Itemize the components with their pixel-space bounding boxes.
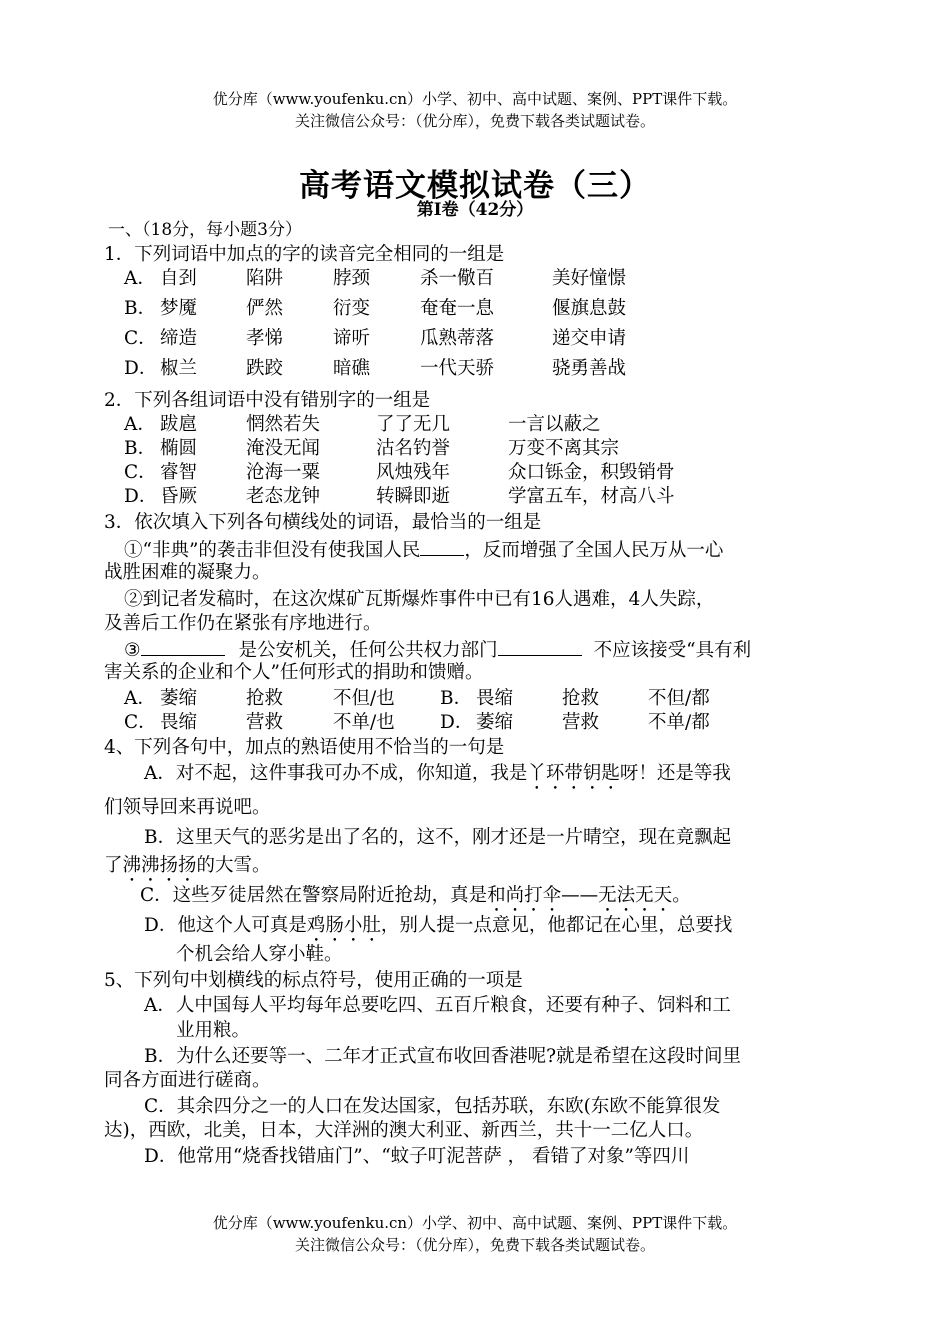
word: 不单/也 [333,712,395,733]
text: ，别人提一点意见，他都记在心里，总要找 [380,915,733,936]
q3-sentence-1-cont: 战胜困难的凝聚力。 [104,562,271,583]
option-label: C． [124,712,157,733]
word: 惘然若失 [246,414,321,435]
word: 睿智 [160,462,198,483]
word: 暗礁 [333,358,371,379]
word: 自刭 [160,268,198,289]
word: 俨然 [246,298,284,319]
q5-option-b: B．为什么还要等一、二年才正式宣布收回香港呢?就是希望在这段时间里 [144,1046,742,1067]
q5-stem: 5、下列句中划横线的标点符号，使用正确的一项是 [104,970,523,991]
q3-stem: 3．依次填入下列各句横线处的词语，最恰当的一组是 [104,512,542,533]
q4-option-c [140,884,691,916]
word: 一言以蔽之 [508,414,601,435]
word: 抢救 [562,688,600,709]
option-label: D． [440,712,474,733]
q5-option-d: D．他常用“烧香找错庙门”、“蚊子叮泥菩萨 ， 看错了对象”等四川 [144,1146,690,1167]
q3-sentence-1 [124,537,723,563]
q4-option-a [144,762,731,794]
text: 不应该接受“具有利 [593,640,752,661]
word: 缔造 [160,328,198,349]
word: 抢救 [246,688,284,709]
option-label: D． [124,358,158,379]
text: ，反而增强了全国人民万从一心 [464,540,724,561]
dotted-idiom: 沸沸扬扬 [122,855,197,876]
q3-sentence-3-cont: 害关系的企业和个人”任何形式的捐助和馈赠。 [104,662,484,683]
footer-line-2: 关注微信公众号：（优分库），免费下载各类试题试卷。 [294,1236,655,1254]
word: 衍变 [333,298,371,319]
word: 椭圆 [160,438,198,459]
option-label: A． [124,268,156,289]
word: 跌跤 [246,358,284,379]
dotted-idiom: 鸡肠小肚 [306,915,381,936]
q4-option-a-cont: 们领导回来再说吧。 [104,797,271,818]
word: 椒兰 [160,358,198,379]
q5-option-a-cont: 业用粮。 [176,1020,251,1041]
fill-blank [141,637,225,656]
header-line-2: 关注微信公众号：（优分库），免费下载各类试题试卷。 [294,112,655,130]
word: 学富五车，材高八斗 [508,486,675,507]
word: 偃旗息鼓 [552,298,627,319]
word: 营救 [246,712,284,733]
word: 昏厥 [160,486,198,507]
word: 孝悌 [246,328,284,349]
q5-option-a: A．人中国每人平均每年总要吃四、五百斤粮食，还要有种子、饲料和工 [144,995,731,1016]
word: 了了无几 [376,414,451,435]
word: 营救 [562,712,600,733]
q4-option-d [144,914,732,946]
word: 杀一儆百 [420,268,495,289]
word: 跋扈 [160,414,198,435]
word: 谛听 [333,328,371,349]
text: 是公安机关，任何公共权力部门 [238,640,498,661]
text: ③ [124,640,141,661]
text: 的大雪。 [196,855,271,876]
word: 畏缩 [160,712,198,733]
option-label: C． [124,328,157,349]
dotted-idiom: 和尚打伞——无法无天 [487,885,673,906]
word: 不但/都 [648,688,710,709]
footer-line-1: 优分库（www.youfenku.cn）小学、初中、高中试题、案例、PPT课件下载。 [212,1214,738,1232]
word: 美好憧憬 [552,268,627,289]
q4-option-b-cont [104,854,271,886]
word: 不单/都 [648,712,710,733]
q5-option-c-cont: 达)，西欧，北美，日本，大洋洲的澳大利亚、新西兰，共十一二亿人口。 [104,1120,704,1141]
q2-stem: 2．下列各组词语中没有错别字的一组是 [104,390,431,411]
word: 风烛残年 [376,462,451,483]
q4-stem: 4、下列各句中，加点的熟语使用不恰当的一句是 [104,737,505,758]
word: 梦魇 [160,298,198,319]
option-label: A． [124,688,156,709]
text: A．对不起，这件事我可办不成，你知道，我是 [144,763,528,784]
q5-option-b-cont: 同各方面进行磋商。 [104,1070,271,1091]
word: 老态龙钟 [246,486,321,507]
dotted-idiom: 丫环带钥匙 [527,763,620,784]
word: 脖颈 [333,268,371,289]
q4-option-b: B．这里天气的恶劣是出了名的，这不，刚才还是一片晴空，现在竟飘起 [144,827,732,848]
q5-option-c: C．其余四分之一的人口在发达国家，包括苏联，东欧(东欧不能算很发 [144,1096,721,1117]
option-label: B． [124,298,157,319]
word: 奄奄一息 [420,298,495,319]
word: 递交申请 [552,328,627,349]
word: 沽名钓誉 [376,438,451,459]
text: 呀！还是等我 [619,763,731,784]
text: 。 [672,885,691,906]
word: 众口铄金，积毁销骨 [508,462,675,483]
fill-blank [420,537,464,556]
q4-option-d-cont: 个机会给人穿小鞋。 [176,944,343,965]
header-line-1: 优分库（www.youfenku.cn）小学、初中、高中试题、案例、PPT课件下载。 [212,90,738,108]
option-label: A． [124,414,156,435]
word: 淹没无闻 [246,438,321,459]
word: 畏缩 [476,688,514,709]
fill-blank [498,637,582,656]
q3-sentence-2-cont: 及善后工作仍在紧张有序地进行。 [104,613,382,634]
word: 瓜熟蒂落 [420,328,495,349]
section-heading: 一、（18分，每小题3分） [108,220,302,240]
word: 陷阱 [246,268,284,289]
text: 了 [104,855,123,876]
word: 转瞬即逝 [376,486,451,507]
word: 萎缩 [476,712,514,733]
word: 万变不离其宗 [508,438,620,459]
text: ①“非典”的袭击非但没有使我国人民 [124,540,421,561]
text: D．他这个人可真是 [144,915,307,936]
option-label: B． [440,688,473,709]
word: 骁勇善战 [552,358,627,379]
option-label: B． [124,438,157,459]
q3-sentence-2: ②到记者发稿时，在这次煤矿瓦斯爆炸事件中已有16人遇难，4人失踪， [124,589,715,610]
option-label: D． [124,486,158,507]
exam-title: 高考语文模拟试卷（三） [299,168,651,204]
q3-sentence-3 [124,637,751,663]
word: 萎缩 [160,688,198,709]
word: 不但/也 [333,688,395,709]
option-label: C． [124,462,157,483]
exam-subtitle: 第Ⅰ卷（42分） [416,200,534,220]
word: 沧海一粟 [246,462,321,483]
word: 一代天骄 [420,358,495,379]
q1-stem: 1．下列词语中加点的字的读音完全相同的一组是 [104,244,505,265]
text: C．这些歹徒居然在警察局附近抢劫，真是 [140,885,488,906]
